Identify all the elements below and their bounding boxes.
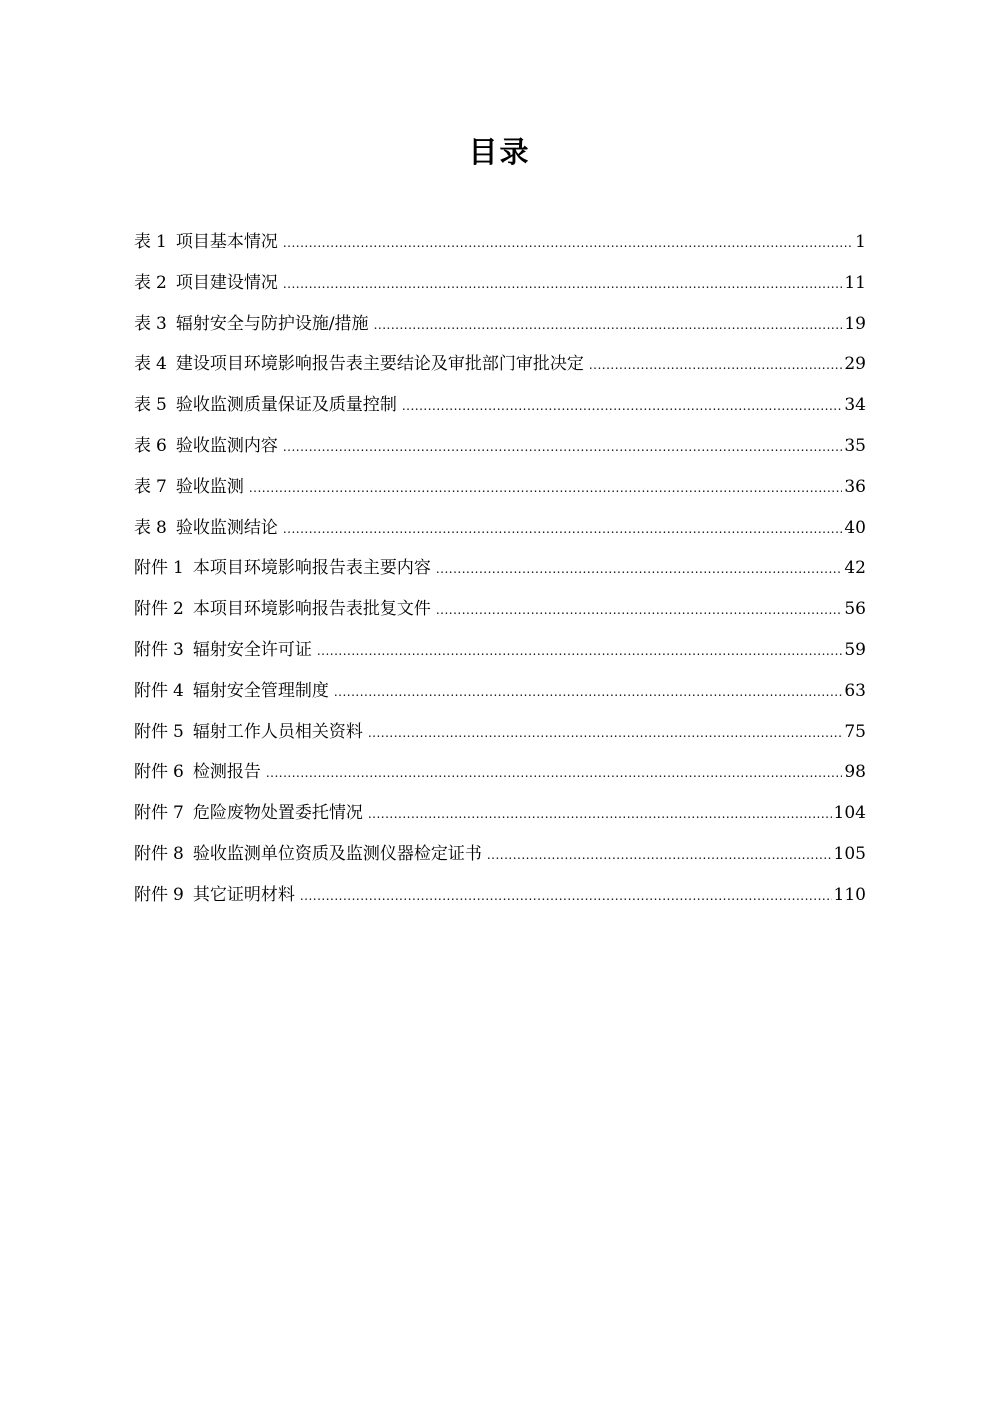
toc-entry-label: 附件 bbox=[134, 558, 168, 579]
toc-entry-label: 表 bbox=[134, 517, 151, 538]
toc-entry-number: 2 bbox=[173, 599, 184, 620]
toc-entry-number: 5 bbox=[156, 395, 167, 416]
toc-entry[interactable] bbox=[134, 630, 866, 671]
toc-entry[interactable] bbox=[134, 263, 866, 304]
toc-entry-page-number: 1 bbox=[855, 232, 866, 252]
toc-entry-title: 辐射安全与防护设施/措施 bbox=[175, 313, 369, 334]
toc-entry-title: 验收监测内容 bbox=[175, 435, 278, 456]
table-of-contents bbox=[134, 222, 866, 916]
toc-entry-page-number: 56 bbox=[844, 599, 866, 620]
toc-dot-leader bbox=[283, 223, 853, 264]
toc-entry-title: 辐射安全许可证 bbox=[192, 639, 312, 660]
toc-entry-title: 其它证明材料 bbox=[192, 884, 295, 905]
toc-dot-leader bbox=[589, 345, 843, 386]
toc-entry-title: 本项目环境影响报告表批复文件 bbox=[192, 599, 431, 620]
toc-entry-label: 表 bbox=[134, 476, 151, 497]
toc-entry-number: 1 bbox=[156, 232, 167, 252]
toc-dot-leader bbox=[334, 672, 843, 713]
toc-entry-page-number: 35 bbox=[844, 435, 866, 456]
toc-entry[interactable] bbox=[134, 712, 866, 753]
toc-entry-number: 8 bbox=[156, 517, 167, 538]
toc-entry-page-number: 19 bbox=[844, 313, 866, 334]
toc-dot-leader bbox=[374, 305, 843, 346]
toc-entry-label: 表 bbox=[134, 313, 151, 334]
toc-entry-label: 表 bbox=[134, 232, 151, 252]
toc-entry-page-number: 29 bbox=[844, 354, 866, 375]
toc-entry-page-number: 36 bbox=[844, 476, 866, 497]
toc-entry-page-number: 59 bbox=[844, 639, 866, 660]
toc-entry[interactable] bbox=[134, 875, 866, 916]
page-title: 目录 bbox=[468, 135, 531, 169]
toc-entry-title: 辐射工作人员相关资料 bbox=[192, 721, 363, 742]
toc-dot-leader bbox=[487, 835, 832, 876]
toc-entry[interactable] bbox=[134, 793, 866, 834]
toc-entry-title: 验收监测结论 bbox=[175, 517, 278, 538]
toc-dot-leader bbox=[402, 386, 843, 427]
toc-entry-title: 验收监测单位资质及监测仪器检定证书 bbox=[192, 843, 482, 864]
toc-entry[interactable] bbox=[134, 304, 866, 345]
toc-entry[interactable] bbox=[134, 385, 866, 426]
toc-entry-number: 2 bbox=[156, 272, 167, 293]
toc-entry-label: 附件 bbox=[134, 680, 168, 701]
toc-entry-page-number: 98 bbox=[844, 762, 866, 783]
toc-entry[interactable] bbox=[134, 752, 866, 793]
toc-entry-number: 8 bbox=[173, 843, 184, 864]
toc-entry[interactable] bbox=[134, 548, 866, 589]
toc-dot-leader bbox=[368, 794, 832, 835]
toc-dot-leader bbox=[368, 713, 843, 754]
toc-dot-leader bbox=[283, 509, 843, 550]
toc-entry-label: 表 bbox=[134, 435, 151, 456]
toc-entry-page-number: 110 bbox=[833, 884, 866, 905]
toc-entry-label: 表 bbox=[134, 395, 151, 416]
toc-dot-leader bbox=[300, 876, 832, 917]
toc-entry-page-number: 104 bbox=[833, 803, 866, 824]
toc-entry-label: 表 bbox=[134, 272, 151, 293]
toc-entry[interactable] bbox=[134, 467, 866, 508]
toc-entry-label: 表 bbox=[134, 354, 151, 375]
toc-entry-title: 本项目环境影响报告表主要内容 bbox=[192, 558, 431, 579]
toc-entry-number: 6 bbox=[156, 435, 167, 456]
toc-entry-page-number: 42 bbox=[844, 558, 866, 579]
toc-entry-label: 附件 bbox=[134, 843, 168, 864]
toc-entry-title: 项目基本情况 bbox=[175, 232, 278, 252]
toc-dot-leader bbox=[283, 264, 843, 305]
toc-entry-number: 5 bbox=[173, 721, 184, 742]
toc-dot-leader bbox=[436, 590, 843, 631]
toc-dot-leader bbox=[266, 753, 843, 794]
toc-entry-title: 项目建设情况 bbox=[175, 272, 278, 293]
toc-entry-title: 检测报告 bbox=[192, 762, 261, 783]
toc-entry-page-number: 63 bbox=[844, 680, 866, 701]
toc-entry-page-number: 40 bbox=[844, 517, 866, 538]
toc-dot-leader bbox=[249, 468, 843, 509]
toc-entry[interactable] bbox=[134, 344, 866, 385]
toc-entry[interactable] bbox=[134, 508, 866, 549]
toc-entry-title: 建设项目环境影响报告表主要结论及审批部门审批决定 bbox=[175, 354, 584, 375]
toc-entry-page-number: 34 bbox=[844, 395, 866, 416]
toc-entry-number: 4 bbox=[156, 354, 167, 375]
toc-entry-page-number: 105 bbox=[833, 843, 866, 864]
toc-entry-title: 验收监测质量保证及质量控制 bbox=[175, 395, 397, 416]
toc-entry-number: 9 bbox=[173, 884, 184, 905]
toc-entry-label: 附件 bbox=[134, 599, 168, 620]
toc-entry-label: 附件 bbox=[134, 762, 168, 783]
toc-entry-title: 辐射安全管理制度 bbox=[192, 680, 329, 701]
toc-entry-number: 3 bbox=[173, 639, 184, 660]
toc-entry[interactable] bbox=[134, 589, 866, 630]
toc-entry-label: 附件 bbox=[134, 721, 168, 742]
toc-entry-title: 验收监测 bbox=[175, 476, 244, 497]
toc-entry-number: 6 bbox=[173, 762, 184, 783]
toc-dot-leader bbox=[317, 631, 843, 672]
toc-entry-label: 附件 bbox=[134, 639, 168, 660]
toc-entry-number: 7 bbox=[156, 476, 167, 497]
toc-entry-number: 1 bbox=[173, 558, 184, 579]
toc-entry[interactable] bbox=[134, 426, 866, 467]
toc-entry-page-number: 75 bbox=[844, 721, 866, 742]
toc-entry[interactable] bbox=[134, 222, 866, 263]
toc-entry-label: 附件 bbox=[134, 803, 168, 824]
toc-entry-number: 7 bbox=[173, 803, 184, 824]
toc-dot-leader bbox=[283, 427, 843, 468]
toc-entry-label: 附件 bbox=[134, 884, 168, 905]
toc-entry-number: 3 bbox=[156, 313, 167, 334]
toc-entry-number: 4 bbox=[173, 680, 184, 701]
toc-entry-page-number: 11 bbox=[844, 272, 866, 293]
toc-entry[interactable] bbox=[134, 834, 866, 875]
toc-entry-title: 危险废物处置委托情况 bbox=[192, 803, 363, 824]
toc-entry[interactable] bbox=[134, 671, 866, 712]
toc-dot-leader bbox=[436, 549, 843, 590]
